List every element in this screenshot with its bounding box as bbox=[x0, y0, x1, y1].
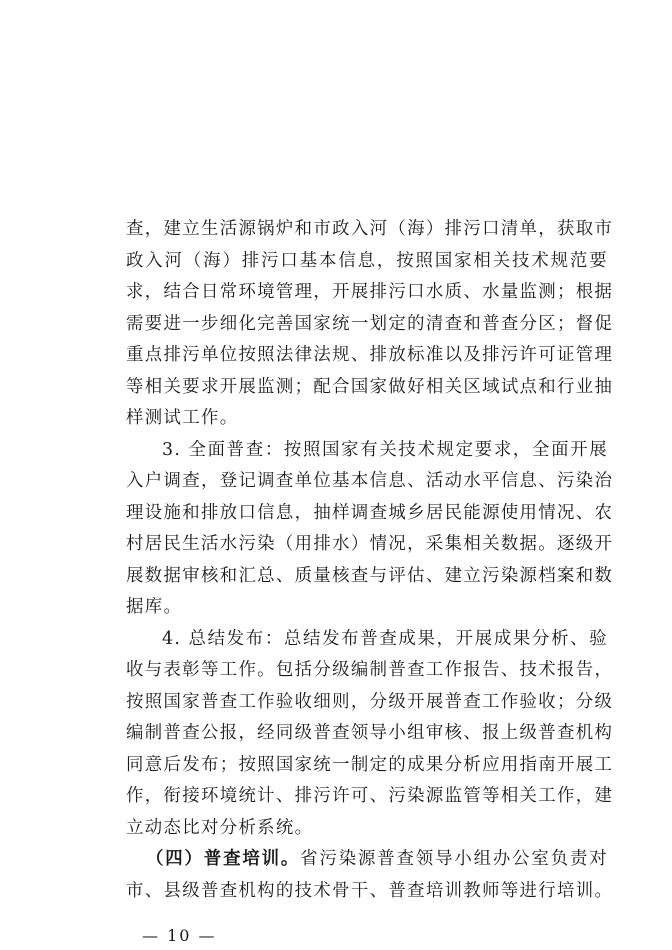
text-line: 同意后发布；按照国家统一制定的成果分析应用指南开展工 bbox=[126, 754, 614, 775]
text-line: 收与表彰等工作。包括分级编制普查工作报告、技术报告， bbox=[126, 660, 614, 680]
text-line: 市、县级普查机构的技术骨干、普查培训教师等进行培训。 bbox=[126, 880, 614, 901]
text-line: 据库。 bbox=[126, 597, 183, 617]
text-line: 样测试工作。 bbox=[126, 408, 239, 428]
text-line: 按照国家普查工作验收细则，分级开展普查工作验收；分级 bbox=[126, 691, 614, 712]
text-line: 3. 全面普查：按照国家有关技术规定要求，全面开展 bbox=[162, 439, 608, 460]
page-number: — 10 — bbox=[142, 926, 217, 945]
text-line: 政入河（海）排污口基本信息，按照国家相关技术规范要 bbox=[126, 250, 608, 271]
text-line: 编制普查公报，经同级普查领导小组审核、报上级普查机构 bbox=[126, 723, 614, 743]
text-line: 等相关要求开展监测；配合国家做好相关区域试点和行业抽 bbox=[126, 376, 614, 397]
section-four-text: 省污染源普查领导小组办公室负责对 bbox=[300, 849, 608, 869]
section-four-heading: （四）普查培训。 bbox=[146, 849, 301, 869]
text-line: 需要进一步细化完善国家统一划定的清查和普查分区；督促 bbox=[126, 313, 614, 334]
section-four-line bbox=[126, 844, 608, 876]
text-line: 4. 总结发布：总结发布普查成果，开展成果分析、验 bbox=[162, 628, 608, 649]
text-line: 求，结合日常环境管理，开展排污口水质、水量监测；根据 bbox=[126, 282, 614, 302]
text-line: 查，建立生活源锅炉和市政入河（海）排污口清单，获取市 bbox=[126, 219, 614, 239]
text-line: 重点排污单位按照法律法规、排放标准以及排污许可证管理 bbox=[126, 345, 614, 365]
text-line: 村居民生活水污染（用排水）情况，采集相关数据。逐级开 bbox=[126, 534, 614, 554]
text-line: 理设施和排放口信息，抽样调查城乡居民能源使用情况、农 bbox=[126, 502, 614, 523]
text-line: 展数据审核和汇总、质量核查与评估、建立污染源档案和数 bbox=[126, 565, 614, 586]
text-line: 作，衔接环境统计、排污许可、污染源监管等相关工作，建 bbox=[126, 786, 614, 806]
body-text bbox=[126, 214, 614, 907]
text-line: 入户调查，登记调查单位基本信息、活动水平信息、污染治 bbox=[126, 471, 614, 491]
text-line: 立动态比对分析系统。 bbox=[126, 817, 314, 838]
